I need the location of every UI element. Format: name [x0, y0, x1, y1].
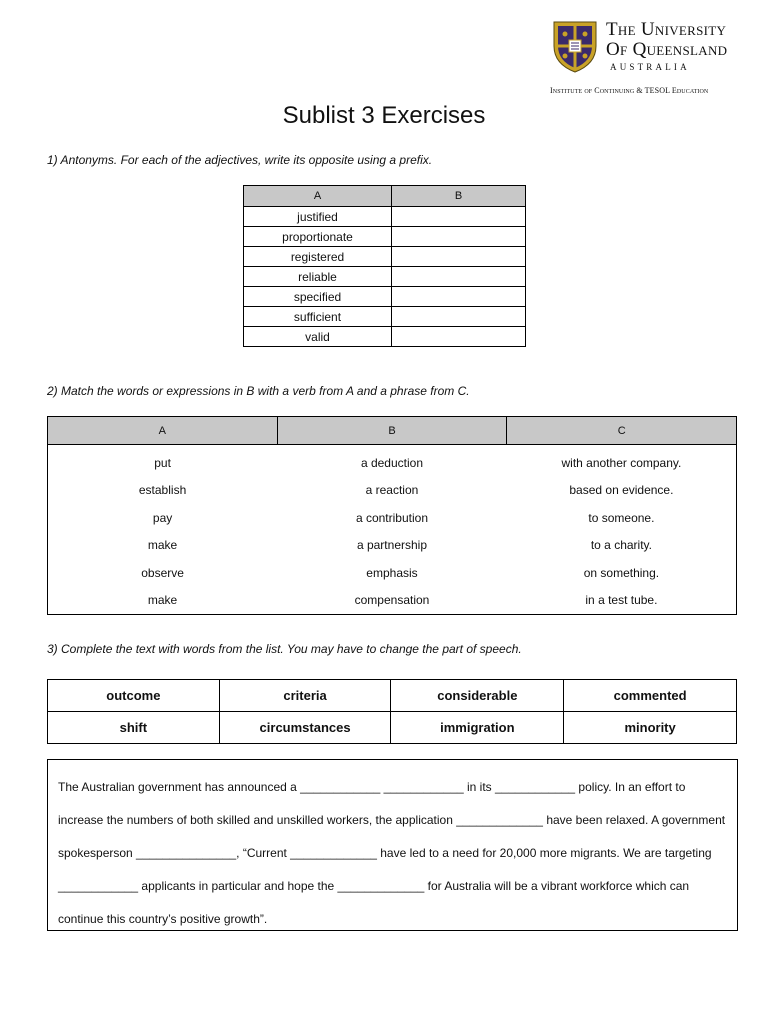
word-cell: minority — [564, 712, 737, 744]
answer-cell[interactable] — [392, 287, 526, 307]
verb-cell: establish — [48, 477, 278, 505]
expression-cell: a contribution — [355, 510, 428, 525]
adjective-cell: reliable — [244, 267, 392, 287]
adjective-cell: justified — [244, 207, 392, 227]
word-cell: outcome — [48, 680, 220, 712]
answer-cell[interactable] — [392, 247, 526, 267]
table-row — [244, 247, 526, 267]
exercise3-instruction: 3) Complete the text with words from the list. You may have to change the part of speech. — [47, 642, 522, 656]
table-row — [48, 587, 737, 615]
table-row — [244, 287, 526, 307]
exercise1-instruction: 1) Antonyms. For each of the adjectives, write its opposite using a prefix. — [47, 153, 433, 167]
table-row — [48, 559, 737, 587]
column-header-a: A — [48, 417, 278, 445]
phrase-cell: to someone. — [507, 504, 737, 532]
adjective-cell: valid — [244, 327, 392, 347]
expression-cell: emphasis — [366, 565, 418, 580]
column-header-b: B — [392, 186, 526, 207]
table-row — [244, 307, 526, 327]
verb-cell: observe — [48, 559, 278, 587]
expression-cell: a deduction — [360, 455, 424, 470]
table-row — [244, 207, 526, 227]
adjective-cell: proportionate — [244, 227, 392, 247]
table-row — [48, 680, 737, 712]
adjective-cell: registered — [244, 247, 392, 267]
antonyms-table — [243, 185, 526, 347]
university-crest-icon — [550, 16, 600, 74]
table-header-row — [48, 417, 737, 445]
table-header-row — [244, 186, 526, 207]
phrase-cell: to a charity. — [507, 532, 737, 560]
university-country: AUSTRALIA — [610, 62, 690, 72]
table-row — [48, 445, 737, 477]
expression-cell: compensation — [277, 587, 507, 615]
table-row — [48, 477, 737, 505]
word-cell: considerable — [391, 680, 564, 712]
word-list-table — [47, 679, 737, 744]
verb-cell: make — [48, 532, 278, 560]
word-cell: shift — [48, 712, 220, 744]
verb-cell: make — [48, 587, 278, 615]
phrase-cell: on something. — [507, 559, 737, 587]
column-header-a: A — [244, 186, 392, 207]
university-name-line1: The University — [606, 19, 727, 40]
word-cell: immigration — [391, 712, 564, 744]
answer-cell[interactable] — [392, 207, 526, 227]
table-row — [244, 227, 526, 247]
exercise2-instruction: 2) Match the words or expressions in B with a verb from A and a phrase from C. — [47, 384, 470, 398]
matching-table — [47, 416, 737, 615]
answer-cell[interactable] — [392, 307, 526, 327]
phrase-cell: with another company. — [507, 445, 737, 477]
table-row — [244, 267, 526, 287]
cloze-passage: The Australian government has announced a ____________ ____________ in its ____________ policy. In an effort to increase the numbers of both skilled and unskilled workers, the application _____________ have been relaxed. A government spokesperson _______________, “Current _____________ have led to a need for 20,000 more migrants. We are targeting ____________ applicants in particular and hope the _____________ for Australia will be a vibrant workforce which can continue this country’s positive growth”. — [47, 759, 738, 931]
table-row — [244, 327, 526, 347]
page-title: Sublist 3 Exercises — [282, 102, 486, 129]
column-header-b: B — [277, 417, 507, 445]
verb-cell: put — [48, 445, 278, 477]
phrase-cell: based on evidence. — [507, 477, 737, 505]
answer-cell[interactable] — [392, 227, 526, 247]
verb-cell: pay — [48, 504, 278, 532]
institute-name: Institute of Continuing & TESOL Education — [550, 86, 709, 95]
table-row — [48, 712, 737, 744]
word-cell: commented — [564, 680, 737, 712]
word-cell: circumstances — [219, 712, 391, 744]
table-row — [48, 532, 737, 560]
word-cell: criteria — [219, 680, 391, 712]
table-row — [48, 504, 737, 532]
answer-cell[interactable] — [392, 267, 526, 287]
expression-cell: a partnership — [356, 538, 427, 553]
phrase-cell: in a test tube. — [507, 587, 737, 615]
answer-cell[interactable] — [392, 327, 526, 347]
university-name-line2: Of Queensland — [606, 39, 728, 60]
expression-cell: a reaction — [365, 483, 419, 498]
adjective-cell: sufficient — [244, 307, 392, 327]
column-header-c: C — [507, 417, 737, 445]
adjective-cell: specified — [244, 287, 392, 307]
